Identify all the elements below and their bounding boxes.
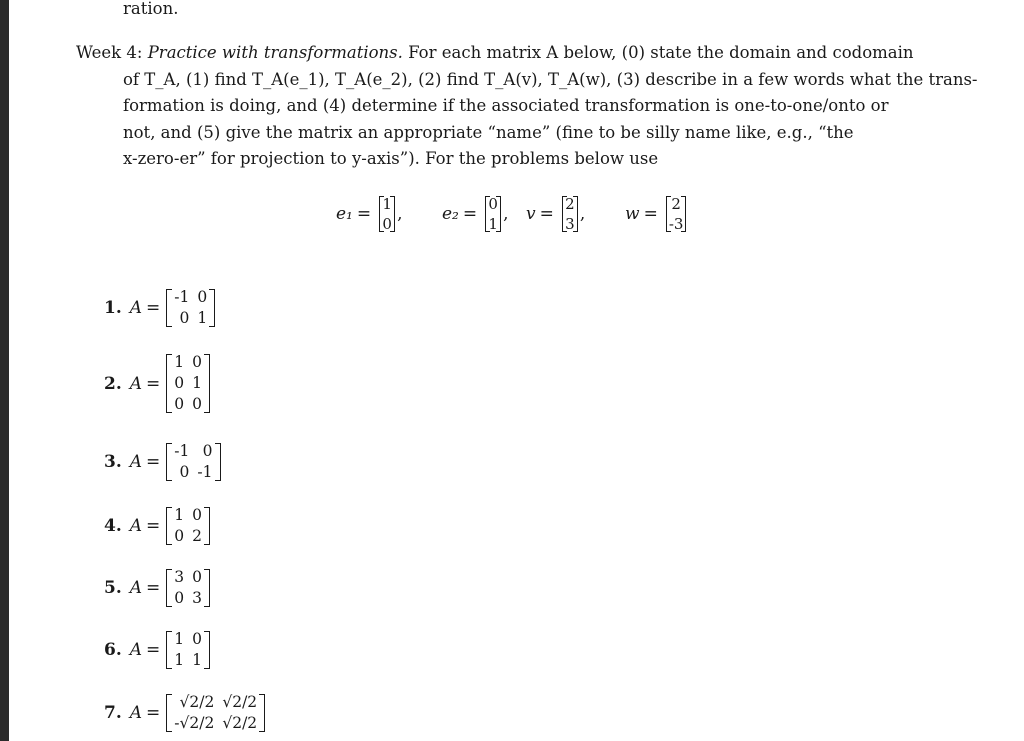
matrix-entry: 1 xyxy=(192,374,203,392)
problem-number: 6. xyxy=(104,640,122,660)
problem-5 xyxy=(104,567,210,609)
statement-line-2: of T_A, (1) find T_A(e_1), T_A(e_2), (2) find T_A(v), T_A(w), (3) describe in a few words what the trans- xyxy=(123,69,978,89)
matrix-entry: 0 xyxy=(192,568,203,586)
problem-2 xyxy=(104,352,210,415)
problem-statement xyxy=(76,40,978,173)
statement-line-4: not, and (5) give the matrix an appropriate “name” (fine to be silly name like, e.g., “the xyxy=(123,122,854,142)
matrix-entry: √2/2 xyxy=(222,714,258,732)
matrix-entry: 0 xyxy=(174,527,185,545)
week-label: Week 4: xyxy=(76,43,143,62)
matrix xyxy=(166,567,210,609)
vector-def-e2 xyxy=(442,186,509,242)
matrix-entry: 0 xyxy=(202,442,213,460)
equals-sign: = xyxy=(146,703,161,723)
vector-name: w xyxy=(625,204,640,224)
equals-sign: = xyxy=(146,373,161,394)
matrix-entry: 0 xyxy=(174,589,185,607)
matrix-entry: 1 xyxy=(174,651,185,669)
equals-sign: = xyxy=(146,452,161,472)
problem-1 xyxy=(104,287,215,329)
equals-sign: = xyxy=(146,516,161,536)
vector-name: v xyxy=(526,204,536,224)
statement-line-1 xyxy=(76,40,924,67)
matrix-symbol: A xyxy=(129,452,143,472)
matrix-entry: 1 xyxy=(174,630,185,648)
comma: , xyxy=(397,204,403,224)
problem-4 xyxy=(104,505,210,547)
vector-entry: 2 xyxy=(671,195,681,213)
matrix-entry: -1 xyxy=(174,442,190,460)
vector-name: e₂ xyxy=(442,204,459,224)
matrix-entry: -1 xyxy=(174,288,190,306)
matrix xyxy=(166,352,210,415)
matrix-symbol: A xyxy=(129,516,143,536)
vector-entry: 0 xyxy=(382,215,392,233)
matrix-entry: 1 xyxy=(192,651,203,669)
vector-entry: 2 xyxy=(565,195,575,213)
statement-line-3: formation is doing, and (4) determine if the associated transformation is one-to-one/onto or xyxy=(123,96,889,115)
matrix xyxy=(166,441,220,483)
matrix xyxy=(166,629,210,671)
matrix-symbol: A xyxy=(129,640,143,660)
column-vector xyxy=(666,194,687,234)
problem-number: 4. xyxy=(104,516,122,536)
problem-number: 2. xyxy=(104,373,122,394)
matrix-entry: 0 xyxy=(197,288,208,306)
vector-def-e1 xyxy=(336,186,403,242)
week-title: Practice with transformations. xyxy=(147,43,403,62)
problem-number: 1. xyxy=(104,298,122,318)
matrix-entry: 0 xyxy=(174,395,185,413)
vector-entry: 1 xyxy=(382,195,392,213)
matrix-entry: 0 xyxy=(192,506,203,524)
matrix-symbol: A xyxy=(129,578,143,598)
matrix-entry: 3 xyxy=(174,568,185,586)
problem-3 xyxy=(104,441,221,483)
statement-text-1: For each matrix A below, (0) state the domain and codomain xyxy=(408,43,914,62)
matrix-entry: 0 xyxy=(192,353,203,371)
equals-sign: = xyxy=(146,298,161,318)
problem-6 xyxy=(104,629,210,671)
equals-sign: = xyxy=(146,640,161,660)
matrix-entry: -√2/2 xyxy=(174,714,215,732)
matrix-entry: √2/2 xyxy=(179,693,215,711)
matrix-entry: 1 xyxy=(174,506,185,524)
column-vector xyxy=(379,194,395,234)
matrix-entry: 0 xyxy=(179,463,190,481)
matrix-entry: 0 xyxy=(192,395,203,413)
matrix-entry: 3 xyxy=(192,589,203,607)
matrix-symbol: A xyxy=(129,298,143,318)
vector-name: e₁ xyxy=(336,204,353,224)
equals-sign: = xyxy=(643,204,658,224)
vector-entry: 3 xyxy=(565,215,575,233)
matrix-symbol: A xyxy=(129,373,143,394)
previous-text-fragment: ration. xyxy=(123,0,179,18)
statement-line-5: x-zero-er” for projection to y-axis”). For the problems below use xyxy=(123,149,659,168)
matrix-entry: 1 xyxy=(197,309,208,327)
vector-entry: -3 xyxy=(668,215,684,233)
equals-sign: = xyxy=(539,204,554,224)
comma: , xyxy=(503,204,509,224)
equals-sign: = xyxy=(356,204,372,224)
problem-number: 7. xyxy=(104,703,122,723)
matrix xyxy=(166,505,210,547)
column-vector xyxy=(485,194,501,234)
problem-number: 5. xyxy=(104,578,122,598)
matrix xyxy=(166,692,265,734)
matrix-symbol: A xyxy=(129,703,143,723)
vector-entry: 0 xyxy=(488,195,498,213)
matrix-entry: 0 xyxy=(192,630,203,648)
window-edge xyxy=(0,0,9,741)
matrix-entry: -1 xyxy=(197,463,213,481)
matrix-entry: √2/2 xyxy=(222,693,258,711)
column-vector xyxy=(562,194,578,234)
vector-def-w xyxy=(625,186,688,242)
vector-entry: 1 xyxy=(488,215,498,233)
matrix-entry: 0 xyxy=(179,309,190,327)
matrix-entry: 2 xyxy=(192,527,203,545)
problem-7 xyxy=(104,692,265,734)
equals-sign: = xyxy=(146,578,161,598)
matrix-entry: 0 xyxy=(174,374,185,392)
vector-def-v xyxy=(526,186,585,242)
equals-sign: = xyxy=(462,204,478,224)
matrix xyxy=(166,287,215,329)
comma: , xyxy=(579,204,586,224)
matrix-entry: 1 xyxy=(174,353,185,371)
problem-number: 3. xyxy=(104,452,122,472)
